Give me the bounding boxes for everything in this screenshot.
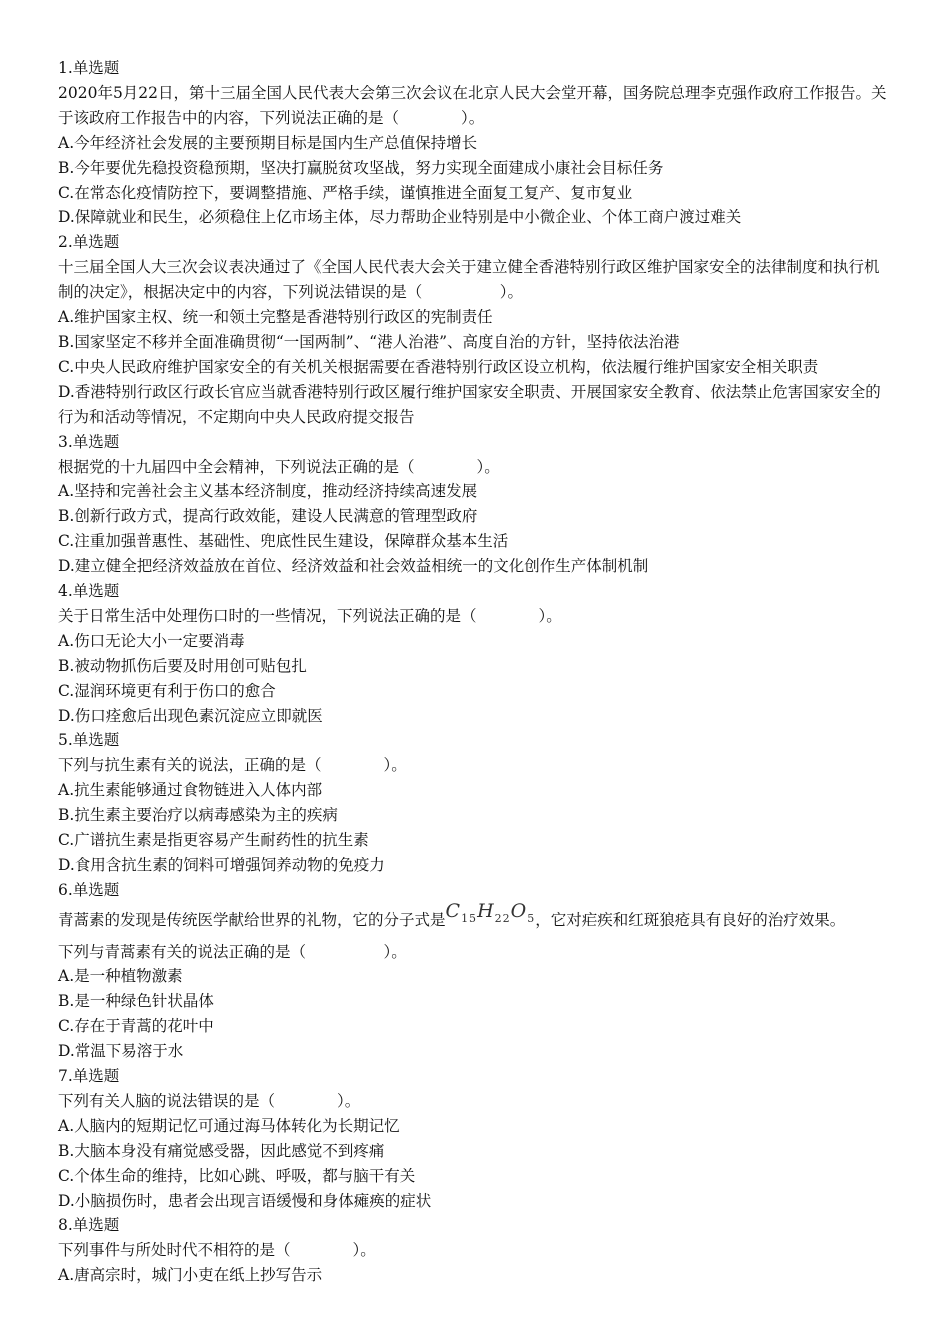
option-c: C.中央人民政府维护国家安全的有关机关根据需要在香港特别行政区设立机构，依法履行维护国家安全相关职责: [58, 357, 819, 376]
option-d: D.伤口痊愈后出现色素沉淀应立即就医: [58, 706, 323, 725]
option-b: B.大脑本身没有痛觉感受器，因此感觉不到疼痛: [58, 1141, 385, 1160]
option-b: B.被动物抓伤后要及时用创可贴包扎: [58, 656, 307, 675]
option-c: C.湿润环境更有利于伤口的愈合: [58, 681, 276, 700]
question-type: 3.单选题: [58, 432, 120, 451]
question-stem: 下列事件与所处时代不相符的是（ ）。: [58, 1241, 376, 1260]
molecular-formula: [445, 899, 536, 925]
question-3: [58, 430, 918, 579]
question-6: [58, 878, 918, 1064]
option-c: C.注重加强普惠性、基础性、兜底性民生建设，保障群众基本生活: [58, 532, 509, 551]
option-b: B.抗生素主要治疗以病毒感染为主的疾病: [58, 806, 338, 825]
question-stem: 2020年5月22日，第十三届全国人民代表大会第三次会议在北京人民大会堂开幕，国务院总理李克强作政府工作报告。关于该政府工作报告中的内容，下列说法正确的是（ ）。: [58, 83, 887, 127]
question-stem: 下列与抗生素有关的说法，正确的是（ ）。: [58, 756, 407, 775]
option-a: A.是一种植物激素: [58, 967, 183, 986]
question-type: 4.单选题: [58, 582, 120, 601]
option-b: B.国家坚定不移并全面准确贯彻“一国两制”、“港人治港”、高度自治的方针，坚持依法治港: [58, 332, 680, 351]
option-c: C.存在于青蒿的花叶中: [58, 1017, 214, 1036]
question-type: 1.单选题: [58, 59, 120, 77]
question-8: [58, 1213, 918, 1288]
option-c: C.个体生命的维持，比如心跳、呼吸，都与脑干有关: [58, 1166, 416, 1185]
question-1: [58, 56, 918, 230]
question-5: [58, 728, 918, 877]
question-stem: [58, 899, 918, 940]
formula-carbon: C: [445, 899, 462, 922]
formula-carbon-count: 15: [461, 911, 478, 925]
question-stem: 十三届全国人大三次会议表决通过了《全国人民代表大会关于建立健全香港特别行政区维护国家安全的法律制度和执行机制的决定》，根据决定中的内容，下列说法错误的是（ ）。: [58, 258, 880, 302]
question-4: [58, 579, 918, 728]
question-type: 5.单选题: [58, 731, 120, 750]
question-stem: 根据党的十九届四中全会精神，下列说法正确的是（ ）。: [58, 457, 500, 476]
option-a: A.维护国家主权、统一和领土完整是香港特别行政区的宪制责任: [58, 308, 493, 327]
question-stem: 下列有关人脑的说法错误的是（ ）。: [58, 1091, 361, 1110]
formula-oxygen: O: [510, 899, 528, 922]
formula-hydrogen-count: 22: [494, 911, 511, 925]
option-c: C.广谱抗生素是指更容易产生耐药性的抗生素: [58, 831, 369, 850]
question-stem-line2: 下列与青蒿素有关的说法正确的是（ ）。: [58, 942, 407, 961]
option-a: A.人脑内的短期记忆可通过海马体转化为长期记忆: [58, 1116, 400, 1135]
option-d: D.常温下易溶于水: [58, 1042, 184, 1061]
option-c: C.在常态化疫情防控下，要调整措施、严格手续，谨慎推进全面复工复产、复市复业: [58, 183, 633, 202]
option-a: A.坚持和完善社会主义基本经济制度，推动经济持续高速发展: [58, 482, 478, 501]
option-a: A.今年经济社会发展的主要预期目标是国内生产总值保持增长: [58, 133, 478, 152]
question-type: 2.单选题: [58, 233, 120, 252]
option-a: A.伤口无论大小一定要消毒: [58, 631, 245, 650]
question-type: 7.单选题: [58, 1067, 120, 1086]
option-b: B.是一种绿色针状晶体: [58, 992, 214, 1011]
question-7: [58, 1064, 918, 1213]
option-d: D.保障就业和民生，必须稳住上亿市场主体，尽力帮助企业特别是中小微企业、个体工商户渡过难关: [58, 208, 742, 227]
option-d: D.香港特别行政区行政长官应当就香港特别行政区履行维护国家安全职责、开展国家安全教育、依法禁止危害国家安全的行为和活动等情况，不定期向中央人民政府提交报告: [58, 382, 881, 426]
option-d: D.小脑损伤时，患者会出现言语缓慢和身体瘫痪的症状: [58, 1191, 432, 1210]
option-a: A.唐高宗时，城门小吏在纸上抄写告示: [58, 1266, 323, 1285]
option-d: D.食用含抗生素的饲料可增强饲养动物的免疫力: [58, 856, 385, 874]
stem-text-before: 青蒿素的发现是传统医学献给世界的礼物，它的分子式是: [58, 910, 446, 929]
question-stem: 关于日常生活中处理伤口时的一些情况，下列说法正确的是（ ）。: [58, 606, 562, 625]
question-type: 8.单选题: [58, 1216, 120, 1235]
formula-hydrogen: H: [477, 899, 495, 922]
option-a: A.抗生素能够通过食物链进入人体内部: [58, 781, 323, 800]
option-b: B.创新行政方式，提高行政效能，建设人民满意的管理型政府: [58, 507, 478, 526]
stem-text-after: ，它对疟疾和红斑狼疮具有良好的治疗效果。: [535, 910, 846, 929]
formula-oxygen-count: 5: [527, 911, 536, 925]
option-b: B.今年要优先稳投资稳预期，坚决打赢脱贫攻坚战，努力实现全面建成小康社会目标任务: [58, 158, 664, 177]
exam-page: [58, 56, 918, 1288]
option-d: D.建立健全把经济效益放在首位、经济效益和社会效益相统一的文化创作生产体制机制: [58, 557, 649, 576]
question-type: 6.单选题: [58, 880, 120, 899]
question-2: [58, 230, 918, 429]
